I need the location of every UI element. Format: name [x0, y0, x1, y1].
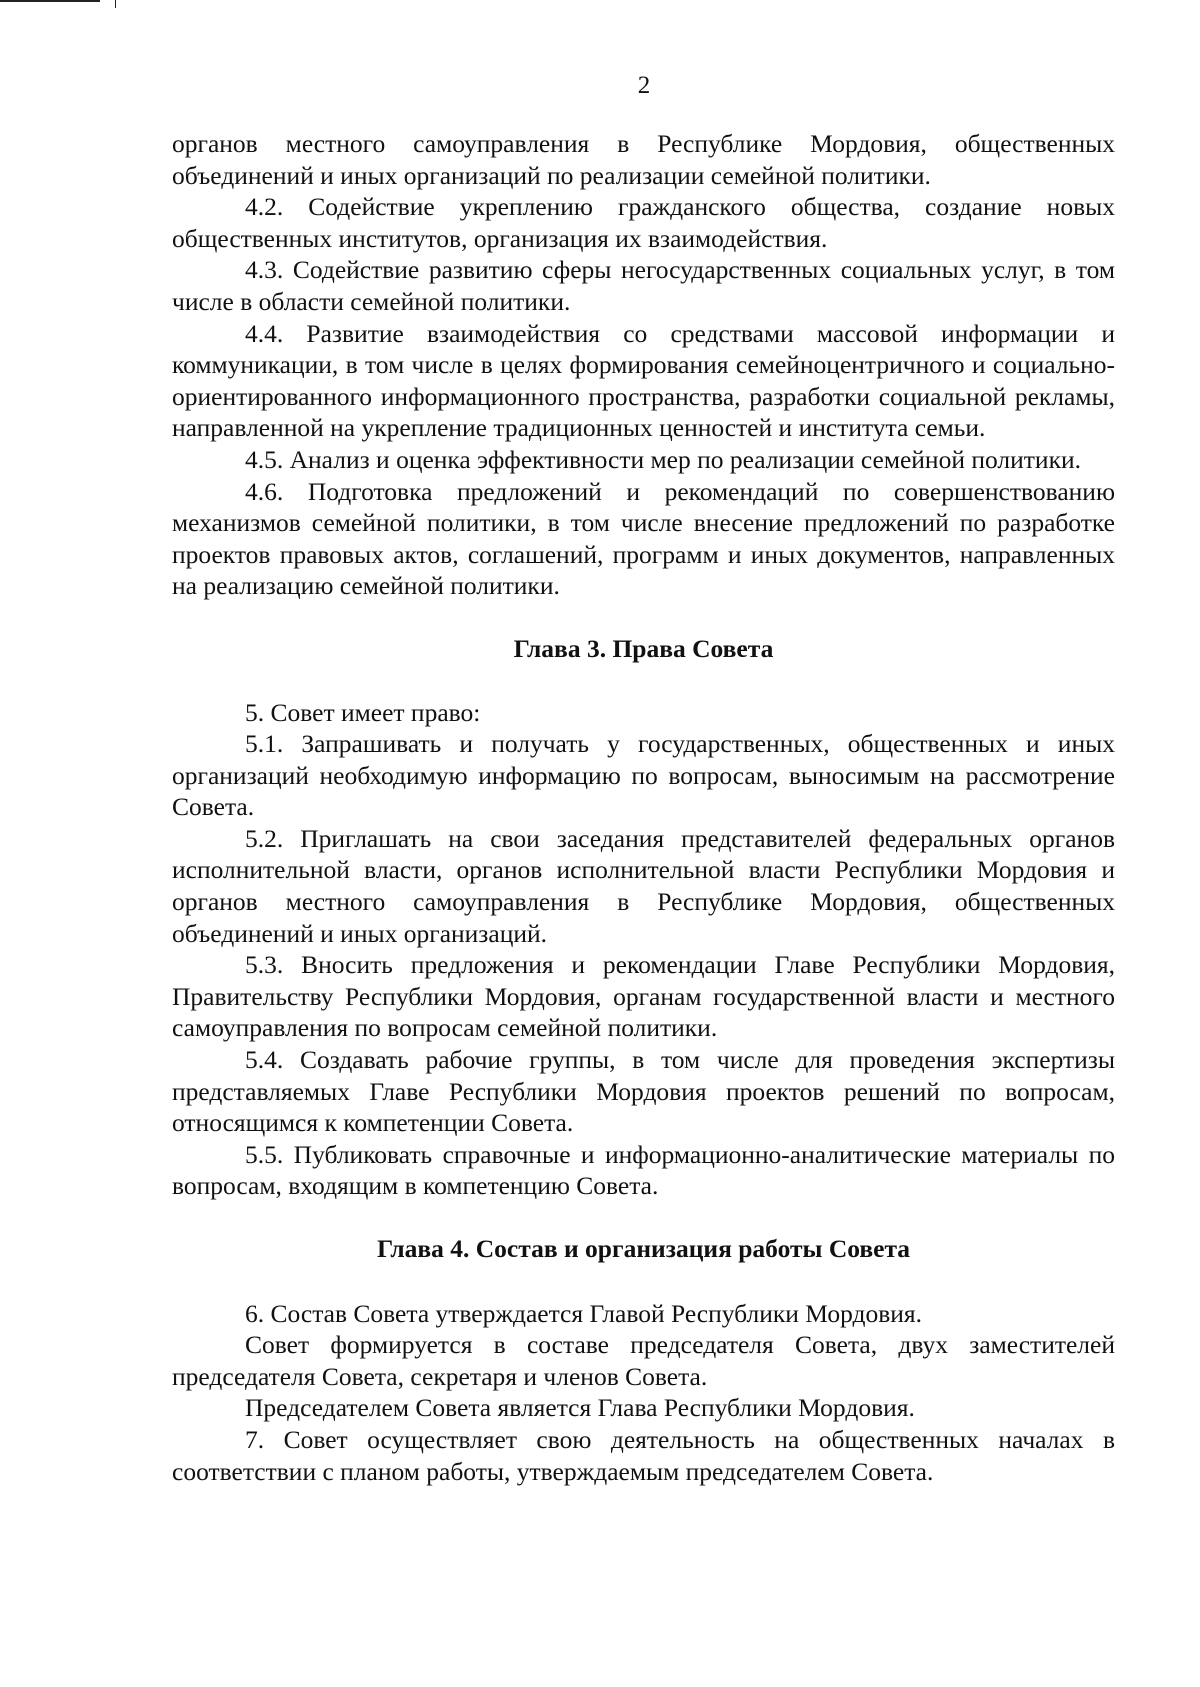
chapter-heading: Глава 4. Состав и организация работы Совета: [376, 1234, 911, 1263]
paragraph: 4.3. Содействие развитию сферы негосударственных социальных услуг, в том числе в области семейной политики.: [172, 255, 1115, 316]
page-number: 2: [637, 72, 651, 99]
paragraph: 4.6. Подготовка предложений и рекомендаций по совершенствованию механизмов семейной политики, в том числе внесение предложений по разработке проектов правовых актов, соглашений, программ и иных документов, направленных на реализацию семейной политики.: [172, 476, 1115, 601]
document-body: [172, 128, 1115, 1487]
paragraph: 5.2. Приглашать на свои заседания представителей федеральных органов исполнительной власти, органов исполнительной власти Республики Мордовия и органов местного самоуправления в Республике Мордовия, общественных объединений и иных организаций.: [172, 823, 1115, 948]
scan-edge-mark-top-2: [115, 0, 116, 8]
paragraph: 5.1. Запрашивать и получать у государственных, общественных и иных организаций необходимую информацию по вопросам, выносимым на рассмотрение Совета.: [172, 729, 1115, 822]
chapter-heading: Глава 3. Права Совета: [513, 633, 774, 663]
paragraph: Совет формируется в составе председателя Совета, двух заместителей председателя Совета, секретаря и членов Совета.: [172, 1330, 1115, 1391]
paragraph: 5.5. Публиковать справочные и информационно-аналитические материалы по вопросам, входящим в компетенцию Совета.: [172, 1139, 1115, 1201]
scan-edge-mark-top: [0, 0, 100, 2]
paragraph: 6. Состав Совета утверждается Главой Республики Мордовия.: [245, 1298, 922, 1328]
paragraph: 5.3. Вносить предложения и рекомендации Главе Республики Мордовия, Правительству Республики Мордовия, органам государственной власти и местного самоуправления по вопросам семейной политики.: [172, 950, 1115, 1043]
paragraph: 5.4. Создавать рабочие группы, в том числе для проведения экспертизы представляемых Главе Республики Мордовия проектов решений по вопросам, относящимся к компетенции Совета.: [172, 1045, 1115, 1138]
paragraph: 7. Совет осуществляет свою деятельность на общественных началах в соответствии с планом работы, утверждаемым председателем Совета.: [172, 1424, 1115, 1486]
paragraph: 5. Совет имеет право:: [245, 697, 481, 727]
paragraph: 4.2. Содействие укреплению гражданского общества, создание новых общественных институтов, организация их взаимодействия.: [172, 192, 1115, 253]
paragraph: 4.5. Анализ и оценка эффективности мер по реализации семейной политики.: [245, 444, 1081, 474]
paragraph: органов местного самоуправления в Республике Мордовия, общественных объединений и иных организаций по реализации семейной политики.: [172, 129, 1115, 190]
paragraph: 4.4. Развитие взаимодействия со средствами массовой информации и коммуникации, в том числе в целях формирования семейноцентричного и социально-ориентированного информационного пространства, разработки социальной рекламы, направленной на укрепление традиционных ценностей и института семьи.: [172, 318, 1115, 443]
paragraph: Председателем Совета является Глава Республики Мордовия.: [245, 1393, 915, 1423]
